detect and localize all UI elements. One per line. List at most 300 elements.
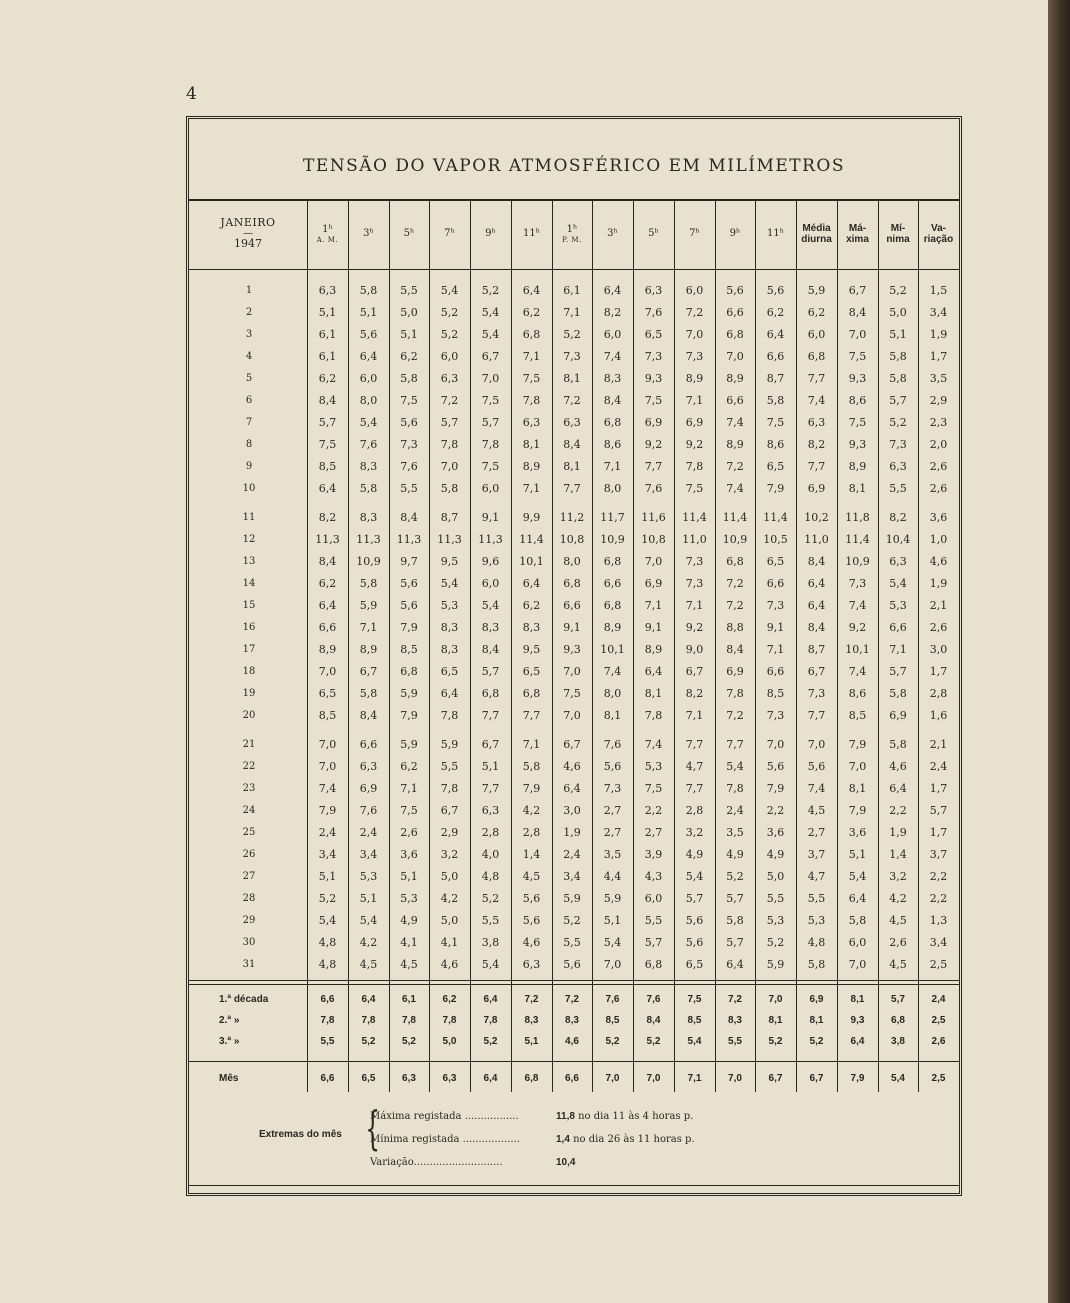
value-cell: 5,4 bbox=[359, 914, 378, 927]
value-cell: 5,2 bbox=[726, 870, 744, 883]
value-cell: 7,6 bbox=[400, 460, 418, 473]
value-cell: 3,7 bbox=[807, 848, 826, 861]
summary-value: 6,3 bbox=[402, 1073, 416, 1084]
value-cell: 2,2 bbox=[766, 804, 785, 817]
value-cell: 3,5 bbox=[929, 372, 948, 385]
value-cell: 8,6 bbox=[848, 394, 867, 407]
value-cell: 5,4 bbox=[848, 870, 867, 883]
value-cell: 7,3 bbox=[807, 687, 826, 700]
day-label: 11 bbox=[242, 512, 256, 523]
value-cell: 6,0 bbox=[440, 350, 459, 363]
value-cell: 6,2 bbox=[400, 350, 418, 363]
value-cell: 4,4 bbox=[603, 870, 622, 883]
min-registered bbox=[556, 1134, 695, 1145]
value-cell: 5,7 bbox=[644, 936, 663, 949]
value-cell: 7,8 bbox=[726, 782, 744, 795]
value-cell: 7,0 bbox=[603, 958, 622, 971]
value-cell: 7,8 bbox=[644, 709, 663, 722]
value-cell: 7,0 bbox=[563, 709, 581, 722]
value-cell: 3,6 bbox=[766, 826, 785, 839]
day-label: 29 bbox=[242, 915, 256, 926]
table-body bbox=[189, 270, 959, 1093]
value-cell: 7,6 bbox=[644, 482, 663, 495]
value-cell: 1,9 bbox=[563, 826, 581, 839]
value-cell: 6,6 bbox=[726, 306, 744, 319]
value-cell: 2,5 bbox=[929, 958, 948, 971]
value-cell: 5,9 bbox=[807, 284, 826, 297]
value-cell: 8,9 bbox=[603, 621, 622, 634]
header-col-4 bbox=[429, 199, 470, 269]
value-cell: 7,4 bbox=[603, 665, 622, 678]
header-hour: 3ʰ bbox=[607, 228, 618, 240]
value-cell: 3,5 bbox=[603, 848, 622, 861]
value-cell: 7,9 bbox=[848, 738, 867, 751]
summary-value: 7,0 bbox=[646, 1073, 661, 1084]
day-label: 26 bbox=[242, 849, 256, 860]
value-cell: 6,5 bbox=[644, 328, 663, 341]
summary-value: 4,6 bbox=[565, 1036, 579, 1047]
value-cell: 2,2 bbox=[929, 892, 948, 905]
value-cell: 7,9 bbox=[766, 482, 785, 495]
value-cell: 7,5 bbox=[644, 782, 663, 795]
value-cell: 5,1 bbox=[400, 328, 418, 341]
column-rule bbox=[796, 199, 797, 1092]
day-label: 12 bbox=[242, 534, 256, 545]
value-cell: 8,3 bbox=[481, 621, 500, 634]
value-cell: 7,7 bbox=[726, 738, 744, 751]
column-rule bbox=[429, 199, 430, 1092]
value-cell: 3,5 bbox=[726, 826, 744, 839]
value-cell: 2,1 bbox=[929, 599, 948, 612]
summary-value: 5,1 bbox=[524, 1036, 539, 1047]
value-cell: 8,0 bbox=[563, 555, 581, 568]
value-cell: 7,7 bbox=[481, 709, 500, 722]
day-label: 9 bbox=[245, 461, 253, 472]
header-month: JANEIRO bbox=[220, 216, 276, 230]
value-cell: 6,7 bbox=[481, 350, 500, 363]
value-cell: 7,2 bbox=[726, 709, 744, 722]
value-cell: 5,6 bbox=[726, 284, 744, 297]
value-cell: 1,9 bbox=[929, 577, 948, 590]
value-cell: 2,8 bbox=[522, 826, 541, 839]
value-cell: 5,7 bbox=[726, 936, 744, 949]
value-cell: 1,9 bbox=[889, 826, 907, 839]
summary-value: 9,3 bbox=[850, 1015, 865, 1026]
value-cell: 5,1 bbox=[481, 760, 500, 773]
value-cell: 9,2 bbox=[685, 621, 704, 634]
summary-value: 7,8 bbox=[361, 1015, 376, 1026]
value-cell: 8,9 bbox=[685, 372, 704, 385]
summary-value: 7,6 bbox=[605, 994, 620, 1005]
value-cell: 3,8 bbox=[481, 936, 500, 949]
value-cell: 5,0 bbox=[440, 870, 459, 883]
day-label: 1 bbox=[245, 285, 253, 296]
value-cell: 5,1 bbox=[848, 848, 867, 861]
value-cell: 4,5 bbox=[522, 870, 541, 883]
value-cell: 7,0 bbox=[848, 958, 867, 971]
value-cell: 7,4 bbox=[807, 394, 826, 407]
value-cell: 5,5 bbox=[440, 760, 459, 773]
day-label: 25 bbox=[242, 827, 256, 838]
table-row bbox=[189, 434, 959, 456]
value-cell: 4,5 bbox=[400, 958, 418, 971]
value-cell: 8,5 bbox=[318, 709, 337, 722]
value-cell: 9,3 bbox=[848, 438, 867, 451]
value-cell: 6,4 bbox=[603, 284, 622, 297]
value-cell: 5,6 bbox=[685, 936, 704, 949]
summary-value: 5,7 bbox=[891, 994, 905, 1005]
value-cell: 9,5 bbox=[522, 643, 541, 656]
value-cell: 1,4 bbox=[522, 848, 541, 861]
summary-label: 1.ª década bbox=[219, 994, 269, 1005]
table-row bbox=[189, 456, 959, 478]
value-cell: 6,4 bbox=[807, 599, 826, 612]
value-cell: 4,1 bbox=[400, 936, 418, 949]
value-cell: 7,1 bbox=[685, 709, 704, 722]
value-cell: 6,0 bbox=[481, 577, 500, 590]
value-cell: 5,3 bbox=[807, 914, 826, 927]
value-cell: 7,0 bbox=[318, 665, 337, 678]
value-cell: 6,6 bbox=[359, 738, 378, 751]
value-cell: 7,7 bbox=[481, 782, 500, 795]
day-label: 30 bbox=[242, 937, 256, 948]
value-cell: 4,2 bbox=[440, 892, 459, 905]
value-cell: 8,2 bbox=[807, 438, 826, 451]
day-label: 31 bbox=[242, 959, 256, 970]
month-divider bbox=[189, 1061, 959, 1062]
day-label: 7 bbox=[245, 417, 253, 428]
table-row bbox=[189, 346, 959, 368]
value-cell: 11,4 bbox=[763, 511, 788, 524]
value-cell: 5,5 bbox=[644, 914, 663, 927]
value-cell: 5,4 bbox=[359, 416, 378, 429]
value-cell: 2,6 bbox=[929, 621, 948, 634]
value-cell: 1,6 bbox=[929, 709, 948, 722]
value-cell: 6,8 bbox=[807, 350, 826, 363]
value-cell: 9,5 bbox=[440, 555, 459, 568]
value-cell: 5,5 bbox=[400, 482, 418, 495]
summary-value: 2,5 bbox=[931, 1015, 946, 1026]
value-cell: 4,8 bbox=[481, 870, 500, 883]
value-cell: 7,1 bbox=[359, 621, 378, 634]
value-cell: 6,3 bbox=[807, 416, 826, 429]
value-cell: 8,7 bbox=[766, 372, 785, 385]
value-cell: 3,2 bbox=[889, 870, 907, 883]
value-cell: 4,6 bbox=[440, 958, 459, 971]
value-cell: 2,2 bbox=[644, 804, 663, 817]
value-cell: 5,1 bbox=[400, 870, 418, 883]
value-cell: 7,5 bbox=[644, 394, 663, 407]
column-rule bbox=[389, 199, 390, 1092]
value-cell: 3,9 bbox=[644, 848, 663, 861]
summary-value: 5,2 bbox=[361, 1036, 376, 1047]
value-cell: 6,4 bbox=[644, 665, 663, 678]
value-cell: 5,6 bbox=[766, 284, 785, 297]
value-cell: 5,7 bbox=[481, 665, 500, 678]
value-cell: 2,4 bbox=[929, 760, 948, 773]
table-row bbox=[189, 617, 959, 639]
table-row bbox=[189, 844, 959, 866]
value-cell: 8,3 bbox=[603, 372, 622, 385]
table-row bbox=[189, 280, 959, 302]
value-cell: 11,3 bbox=[478, 533, 503, 546]
summary-value: 7,2 bbox=[524, 994, 539, 1005]
value-cell: 6,5 bbox=[685, 958, 704, 971]
value-cell: 8,6 bbox=[848, 687, 867, 700]
day-label: 13 bbox=[242, 556, 256, 567]
summary-value: 7,8 bbox=[442, 1015, 457, 1026]
value-cell: 7,5 bbox=[685, 482, 704, 495]
column-rule bbox=[307, 199, 308, 1092]
value-cell: 2,9 bbox=[929, 394, 948, 407]
value-cell: 5,7 bbox=[481, 416, 500, 429]
summary-value: 5,2 bbox=[809, 1036, 824, 1047]
value-cell: 8,4 bbox=[400, 511, 418, 524]
value-cell: 7,1 bbox=[603, 460, 622, 473]
value-cell: 5,8 bbox=[359, 577, 378, 590]
value-cell: 5,9 bbox=[563, 892, 581, 905]
value-cell: 7,2 bbox=[440, 394, 459, 407]
value-cell: 6,8 bbox=[400, 665, 418, 678]
value-cell: 5,8 bbox=[889, 350, 907, 363]
value-cell: 7,7 bbox=[685, 738, 704, 751]
value-cell: 5,4 bbox=[481, 958, 500, 971]
header-hour: 1ʰ bbox=[566, 224, 578, 236]
value-cell: 9,0 bbox=[685, 643, 704, 656]
value-cell: 8,7 bbox=[807, 643, 826, 656]
summary-label: Mês bbox=[219, 1073, 239, 1084]
value-cell: 7,4 bbox=[848, 599, 867, 612]
header-col-9 bbox=[633, 199, 674, 269]
value-cell: 6,8 bbox=[563, 577, 581, 590]
summary-value: 6,4 bbox=[483, 1073, 498, 1084]
value-cell: 5,1 bbox=[603, 914, 622, 927]
value-cell: 2,4 bbox=[563, 848, 581, 861]
max-registered bbox=[556, 1111, 693, 1122]
value-cell: 1,7 bbox=[929, 826, 948, 839]
header-col-16 bbox=[918, 199, 959, 269]
value-cell: 4,8 bbox=[807, 936, 826, 949]
value-cell: 5,7 bbox=[889, 665, 907, 678]
value-cell: 6,2 bbox=[522, 599, 541, 612]
value-cell: 7,1 bbox=[766, 643, 785, 656]
value-cell: 8,5 bbox=[318, 460, 337, 473]
value-cell: 6,0 bbox=[603, 328, 622, 341]
value-cell: 2,6 bbox=[400, 826, 418, 839]
value-cell: 7,5 bbox=[848, 416, 867, 429]
value-cell: 5,9 bbox=[400, 738, 418, 751]
value-cell: 5,4 bbox=[318, 914, 337, 927]
value-cell: 2,7 bbox=[603, 804, 622, 817]
value-cell: 8,3 bbox=[440, 621, 459, 634]
value-cell: 3,4 bbox=[318, 848, 337, 861]
header-col-11 bbox=[715, 199, 755, 269]
value-cell: 7,0 bbox=[481, 372, 500, 385]
summary-value: 6,6 bbox=[565, 1073, 579, 1084]
value-cell: 6,9 bbox=[685, 416, 704, 429]
value-cell: 7,2 bbox=[726, 577, 744, 590]
value-cell: 5,3 bbox=[440, 599, 459, 612]
value-cell: 3,4 bbox=[359, 848, 378, 861]
header-col-7 bbox=[552, 199, 592, 269]
summary-value: 6,8 bbox=[891, 1015, 905, 1026]
value-cell: 5,3 bbox=[644, 760, 663, 773]
header-hour: 9ʰ bbox=[729, 228, 741, 240]
month-row bbox=[189, 1069, 959, 1089]
value-cell: 2,6 bbox=[929, 460, 948, 473]
value-cell: 4,5 bbox=[359, 958, 378, 971]
value-cell: 5,6 bbox=[359, 328, 378, 341]
value-cell: 6,8 bbox=[522, 328, 541, 341]
value-cell: 7,8 bbox=[685, 460, 704, 473]
value-cell: 11,3 bbox=[315, 533, 340, 546]
value-cell: 10,9 bbox=[600, 533, 625, 546]
value-cell: 4,7 bbox=[685, 760, 704, 773]
max-registered-note: no dia 11 às 4 horas p. bbox=[574, 1111, 694, 1122]
value-cell: 5,8 bbox=[726, 914, 744, 927]
value-cell: 8,4 bbox=[481, 643, 500, 656]
value-cell: 5,2 bbox=[563, 328, 581, 341]
header-col-2 bbox=[348, 199, 389, 269]
value-cell: 6,7 bbox=[563, 738, 581, 751]
value-cell: 6,0 bbox=[481, 482, 500, 495]
header-hour: 7ʰ bbox=[444, 228, 455, 240]
day-label: 28 bbox=[242, 893, 256, 904]
day-label: 16 bbox=[242, 622, 256, 633]
value-cell: 5,6 bbox=[522, 914, 541, 927]
value-cell: 5,2 bbox=[563, 914, 581, 927]
min-registered-value: 1,4 bbox=[556, 1134, 570, 1145]
header-month-year bbox=[189, 199, 307, 269]
value-cell: 9,1 bbox=[563, 621, 581, 634]
value-cell: 8,0 bbox=[359, 394, 378, 407]
column-rule bbox=[674, 199, 675, 1092]
value-cell: 7,0 bbox=[685, 328, 704, 341]
value-cell: 7,4 bbox=[726, 482, 744, 495]
value-cell: 5,1 bbox=[318, 870, 337, 883]
table-row bbox=[189, 910, 959, 932]
table-row bbox=[189, 368, 959, 390]
value-cell: 6,3 bbox=[563, 416, 581, 429]
value-cell: 10,1 bbox=[845, 643, 870, 656]
variation-value: 10,4 bbox=[556, 1157, 576, 1168]
value-cell: 5,5 bbox=[889, 482, 907, 495]
day-label: 24 bbox=[242, 805, 256, 816]
value-cell: 6,2 bbox=[807, 306, 826, 319]
value-cell: 6,7 bbox=[359, 665, 378, 678]
value-cell: 7,1 bbox=[563, 306, 581, 319]
value-cell: 5,6 bbox=[400, 416, 418, 429]
value-cell: 7,0 bbox=[644, 555, 663, 568]
header-minima-l1: Mí- bbox=[890, 222, 906, 234]
value-cell: 8,9 bbox=[726, 438, 744, 451]
value-cell: 5,4 bbox=[440, 284, 459, 297]
value-cell: 8,3 bbox=[440, 643, 459, 656]
value-cell: 6,1 bbox=[318, 350, 337, 363]
value-cell: 5,0 bbox=[400, 306, 418, 319]
value-cell: 7,3 bbox=[685, 555, 704, 568]
value-cell: 5,0 bbox=[889, 306, 907, 319]
value-cell: 6,2 bbox=[400, 760, 418, 773]
day-label: 4 bbox=[245, 351, 253, 362]
value-cell: 7,0 bbox=[440, 460, 459, 473]
summary-value: 6,7 bbox=[768, 1073, 783, 1084]
value-cell: 2,4 bbox=[726, 804, 744, 817]
value-cell: 7,6 bbox=[603, 738, 622, 751]
value-cell: 7,0 bbox=[726, 350, 744, 363]
value-cell: 11,4 bbox=[519, 533, 544, 546]
value-cell: 7,0 bbox=[318, 760, 337, 773]
header-dash: — bbox=[243, 228, 253, 239]
value-cell: 6,5 bbox=[440, 665, 459, 678]
value-cell: 1,3 bbox=[929, 914, 948, 927]
value-cell: 5,2 bbox=[440, 306, 459, 319]
summary-value: 7,0 bbox=[768, 994, 783, 1005]
value-cell: 3,7 bbox=[929, 848, 948, 861]
value-cell: 8,4 bbox=[359, 709, 378, 722]
value-cell: 8,5 bbox=[400, 643, 418, 656]
value-cell: 5,7 bbox=[929, 804, 948, 817]
value-cell: 7,0 bbox=[766, 738, 785, 751]
summary-value: 7,6 bbox=[646, 994, 661, 1005]
value-cell: 6,6 bbox=[726, 394, 744, 407]
value-cell: 7,7 bbox=[644, 460, 663, 473]
value-cell: 6,8 bbox=[726, 328, 744, 341]
value-cell: 6,4 bbox=[522, 577, 541, 590]
value-cell: 7,9 bbox=[318, 804, 337, 817]
value-cell: 6,6 bbox=[766, 350, 785, 363]
table-row bbox=[189, 595, 959, 617]
value-cell: 5,4 bbox=[889, 577, 907, 590]
column-rule bbox=[633, 199, 634, 1092]
value-cell: 6,4 bbox=[889, 782, 907, 795]
value-cell: 6,8 bbox=[603, 555, 622, 568]
value-cell: 7,8 bbox=[440, 709, 459, 722]
summary-value: 6,2 bbox=[442, 994, 457, 1005]
value-cell: 11,3 bbox=[437, 533, 462, 546]
value-cell: 6,0 bbox=[807, 328, 826, 341]
summary-value: 5,2 bbox=[402, 1036, 416, 1047]
value-cell: 9,6 bbox=[481, 555, 500, 568]
column-rule bbox=[755, 199, 756, 1092]
table-row bbox=[189, 412, 959, 434]
value-cell: 5,8 bbox=[522, 760, 541, 773]
value-cell: 5,8 bbox=[889, 687, 907, 700]
value-cell: 3,6 bbox=[400, 848, 418, 861]
value-cell: 5,3 bbox=[359, 870, 378, 883]
value-cell: 5,9 bbox=[359, 599, 378, 612]
summary-value: 8,1 bbox=[768, 1015, 783, 1026]
value-cell: 3,6 bbox=[929, 511, 948, 524]
value-cell: 7,9 bbox=[400, 621, 418, 634]
value-cell: 5,7 bbox=[440, 416, 459, 429]
value-cell: 6,4 bbox=[440, 687, 459, 700]
value-cell: 8,4 bbox=[318, 394, 337, 407]
value-cell: 6,0 bbox=[848, 936, 867, 949]
value-cell: 9,2 bbox=[685, 438, 704, 451]
table-row bbox=[189, 302, 959, 324]
value-cell: 6,7 bbox=[440, 804, 459, 817]
summary-value: 6,1 bbox=[402, 994, 416, 1005]
value-cell: 2,3 bbox=[929, 416, 948, 429]
value-cell: 4,9 bbox=[766, 848, 785, 861]
value-cell: 7,9 bbox=[766, 782, 785, 795]
day-label: 19 bbox=[242, 688, 256, 699]
value-cell: 6,2 bbox=[766, 306, 785, 319]
value-cell: 5,4 bbox=[440, 577, 459, 590]
value-cell: 6,7 bbox=[481, 738, 500, 751]
value-cell: 6,4 bbox=[848, 892, 867, 905]
